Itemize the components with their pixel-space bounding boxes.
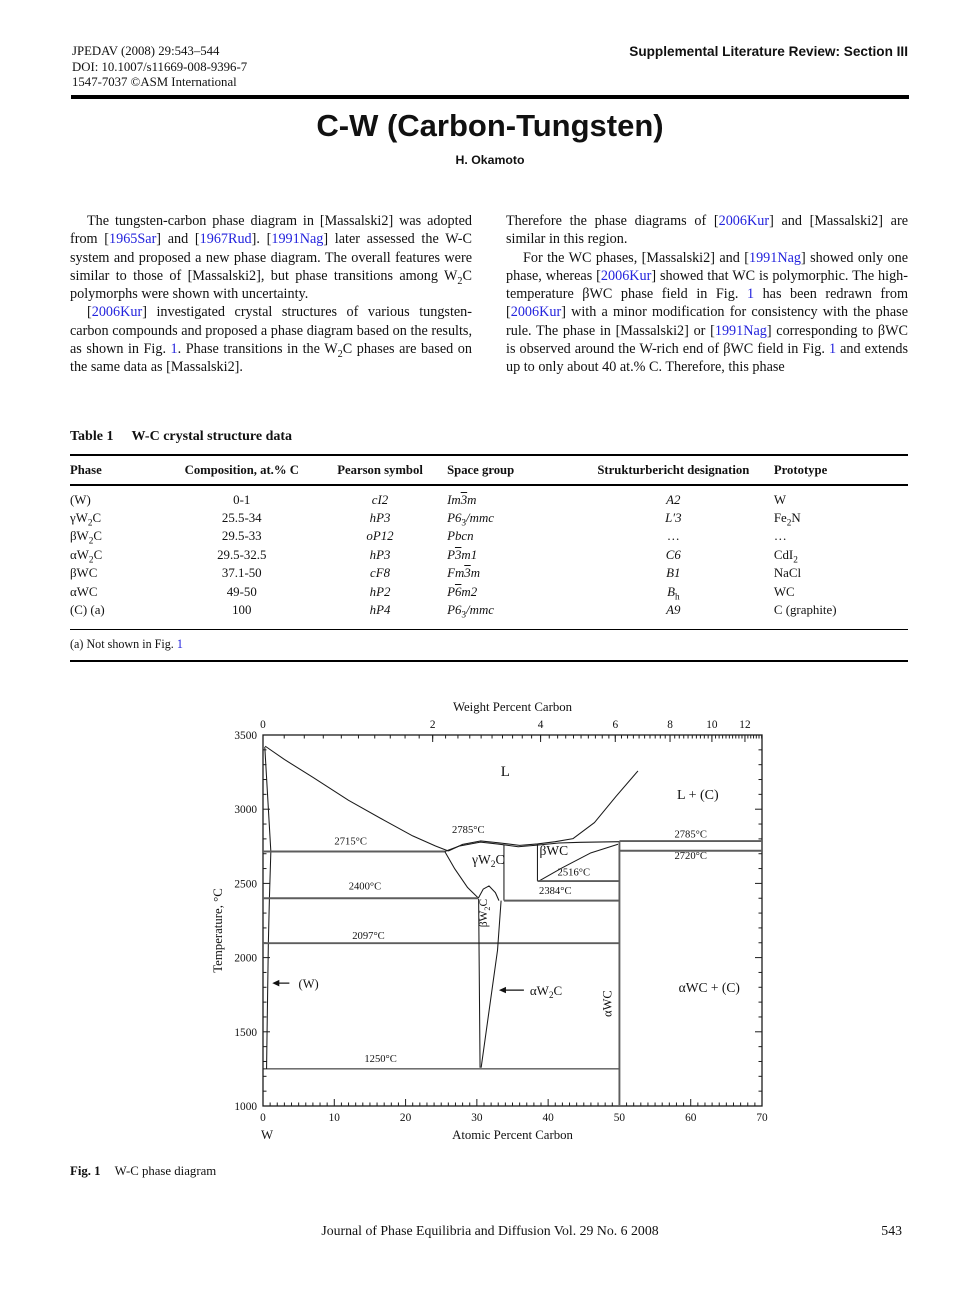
table-1 [70, 429, 908, 662]
table-cell: 25.5-34 [221, 510, 262, 525]
table-cell: 0-1 [233, 492, 251, 507]
svg-text:50: 50 [613, 1112, 626, 1124]
table-footnote: (a) Not shown in Fig. 1 [70, 637, 183, 652]
svg-text:6: 6 [612, 719, 619, 731]
svg-text:2000: 2000 [234, 952, 257, 965]
table-cell: L′3 [665, 510, 682, 525]
table-header-row [70, 456, 908, 484]
table-cell: αWC [70, 584, 98, 599]
table-row [70, 566, 908, 584]
column-header: Space group [447, 463, 515, 478]
citation-link[interactable]: 2006Kur [510, 304, 562, 321]
table-cell: P3m1 [447, 547, 478, 562]
table-cell: Im3m [447, 492, 477, 507]
table-cell: cF8 [370, 566, 391, 581]
citation-link[interactable]: 1965Sar [109, 231, 157, 248]
issn-copyright: 1547-7037 ©ASM International [72, 75, 237, 90]
article-title: C-W (Carbon-Tungsten) [316, 108, 664, 143]
section-heading: Supplemental Literature Review: Section III [629, 44, 908, 59]
table-cell: 29.5-33 [221, 529, 262, 544]
isotherm-label: 1250°C [364, 1053, 397, 1065]
body-column-right [506, 212, 908, 377]
citation-link[interactable]: 1991Nag [271, 231, 324, 248]
table-cell: W [773, 492, 787, 507]
figure-label: Fig. 1 [70, 1164, 101, 1178]
svg-text:0: 0 [260, 1112, 266, 1124]
isotherm-label: 2384°C [539, 886, 572, 898]
table-cell: C (graphite) [773, 602, 837, 617]
isotherm-label: 2785°C [452, 824, 485, 836]
svg-text:2: 2 [429, 719, 436, 731]
table-cell: A9 [666, 602, 681, 617]
page-number: 543 [881, 1223, 902, 1238]
region-label: L [500, 763, 510, 780]
isotherm-label: 2720°C [674, 851, 707, 863]
table-cell: cI2 [371, 492, 389, 507]
svg-text:8: 8 [667, 719, 673, 731]
table-cell: βWC [70, 566, 98, 581]
column-header: Strukturbericht designation [597, 463, 750, 478]
citation-link[interactable]: 2006Kur [91, 304, 143, 321]
column-header: Prototype [773, 463, 828, 478]
boundary-W-solvus [265, 747, 271, 1069]
svg-text:20: 20 [399, 1112, 412, 1124]
svg-text:3500: 3500 [234, 730, 257, 742]
table-cell: hP3 [369, 510, 391, 525]
svg-text:60: 60 [685, 1112, 697, 1124]
citation-link[interactable]: 1 [176, 637, 183, 652]
table-cell: (C) (a) [70, 602, 105, 617]
table-row [70, 585, 908, 603]
svg-text:2500: 2500 [234, 878, 257, 891]
region-label: L + (C) [677, 787, 719, 803]
table-row [70, 493, 908, 511]
svg-text:0: 0 [260, 719, 266, 731]
table-caption: W-C crystal structure data [131, 429, 293, 444]
region-label: (W) [298, 977, 319, 992]
journal-ref: JPEDAV (2008) 29:543–544 [72, 44, 220, 58]
svg-text:Weight Percent Carbon: Weight Percent Carbon [452, 700, 573, 714]
citation-link[interactable]: 1991Nag [714, 322, 767, 339]
citation-link[interactable]: 1 [746, 286, 755, 303]
table-cell: $\gamma W_2C$ [70, 510, 102, 529]
table-cell: Fm3m [447, 566, 481, 581]
article-author: H. Okamoto [455, 153, 525, 167]
table-cell: WC [773, 584, 795, 599]
citation-link[interactable]: 1 [828, 341, 837, 358]
figure-caption-text: W-C phase diagram [114, 1164, 217, 1178]
journal-citation-block [72, 44, 247, 91]
svg-text:40: 40 [542, 1112, 554, 1124]
region-label: αWC + (C) [678, 980, 740, 996]
phase-diagram-figure [185, 688, 785, 1150]
table-cell: A2 [666, 492, 681, 507]
svg-text:10: 10 [706, 719, 718, 731]
table-cell: … [666, 529, 680, 544]
table-cell: (W) [70, 492, 91, 507]
table-cell: NaCl [773, 566, 802, 581]
column-header: Phase [70, 463, 102, 478]
isotherm-label: 2516°C [557, 867, 591, 879]
table-cell: … [773, 529, 787, 544]
arrow-head [272, 980, 279, 986]
table-label: Table 1 [70, 429, 114, 444]
doi: DOI: 10.1007/s11669-008-9396-7 [72, 59, 248, 74]
table-cell: oP12 [366, 529, 394, 544]
isotherm-label: 2097°C [352, 931, 385, 943]
table-cell: 29.5-32.5 [217, 547, 267, 562]
table-cell: C6 [665, 547, 681, 562]
table-cell: $\alpha W_2C$ [70, 547, 103, 566]
boundary-liquidus-center [448, 771, 638, 851]
table-bottom-rule [70, 660, 908, 661]
table-cell: hP3 [369, 547, 391, 562]
citation-link[interactable]: 1 [170, 341, 178, 358]
svg-text:4: 4 [537, 719, 544, 731]
table-row [70, 529, 908, 547]
svg-text:Temperature, °C: Temperature, °C [211, 888, 225, 973]
region-label: βWC [539, 842, 569, 858]
boundary-betaW2C-dome [478, 886, 499, 901]
paragraph: Therefore the phase diagrams of [2006Kur] and [Massalski2] are similar in this region. [506, 213, 908, 248]
table-cell: hP4 [369, 602, 391, 617]
svg-text:3000: 3000 [234, 804, 257, 817]
table-cell: $Fe_2N$ [773, 510, 801, 529]
svg-text:W: W [260, 1128, 274, 1142]
column-header: Composition, at.% C [184, 463, 299, 478]
boundary-liquidus-W [265, 746, 448, 851]
citation-link[interactable]: 1991Nag [748, 249, 801, 266]
table-title [70, 429, 908, 445]
table-cell: hP2 [369, 584, 391, 599]
svg-text:30: 30 [471, 1112, 483, 1124]
svg-text:1000: 1000 [234, 1101, 257, 1113]
citation-link[interactable]: 2006Kur [600, 267, 652, 284]
region-label: $\gamma W_2C$ [472, 852, 505, 871]
svg-text:Atomic Percent Carbon: Atomic Percent Carbon [452, 1128, 573, 1142]
header-rule [71, 95, 909, 99]
svg-text:10: 10 [328, 1112, 340, 1124]
svg-text:1500: 1500 [234, 1026, 257, 1039]
citation-link[interactable]: 1967Rud [199, 231, 252, 248]
figure-caption [70, 1164, 216, 1179]
page-footer [70, 1223, 910, 1239]
table-cell: CdI$_2$ [773, 547, 798, 566]
svg-text:70: 70 [756, 1112, 768, 1124]
table-cell: 49-50 [226, 584, 257, 599]
table-cell: Pbcn [447, 529, 474, 544]
arrow-head [499, 987, 506, 993]
region-label: αWC [600, 990, 615, 1017]
citation-link[interactable]: 2006Kur [718, 213, 770, 229]
page-header [72, 44, 908, 91]
table-cell: $P6_3$/mmc [447, 510, 494, 529]
table-cell: $B_h$ [667, 584, 680, 603]
footer-journal-line: Journal of Phase Equilibria and Diffusion Vol. 29 No. 6 2008 [321, 1223, 659, 1238]
table-row [70, 603, 908, 621]
paragraph: [2006Kur] investigated crystal structures of various tungsten-carbon compounds and proposed a phase diagram based on the results, as shown in Fig. 1. Phase transitions in the $W_2C$ phases are based on the same data as [Massalski2]. [70, 304, 472, 376]
table-row [70, 548, 908, 566]
table-cell: $\beta W_2C$ [70, 529, 102, 547]
region-label: $\beta W_2C$ [477, 898, 492, 928]
region-label: $\alpha W_2C$ [529, 982, 563, 1000]
isotherm-label: 2400°C [348, 881, 382, 893]
table-cell: P6m2 [447, 584, 478, 599]
paragraph: For the WC phases, [Massalski2] and [1991Nag] showed only one phase, whereas [2006Kur] showed that WC is polymorphic. The high-temperature βWC phase field in Fig. 1 has been redrawn from [2006Kur] with a minor modification for consistency with the phase rule. The phase in [Massalski2] or [1991Nag] corresponding to βWC is observed around the W-rich end of βWC field in Fig. 1 and extends up to only about 40 at.% C. Therefore, this phase [506, 249, 909, 376]
table-row [70, 511, 908, 529]
table-cell: $P6_3$/mmc [447, 602, 494, 621]
svg-text:12: 12 [739, 719, 751, 731]
table-cell: B1 [666, 566, 681, 581]
column-header: Pearson symbol [337, 463, 423, 478]
table-cell: 100 [232, 602, 252, 617]
isotherm-label: 2715°C [334, 836, 367, 848]
paragraph: The tungsten-carbon phase diagram in [Massalski2] was adopted from [1965Sar] and [1967Rud]. [1991Nag] later assessed the W-C system and proposed a new phase diagram. The overall features were similar to those of [Massalski2], but phase transitions among $W_2C$ polymorphs were shown with uncertainty. [70, 213, 472, 303]
table-cell: 37.1-50 [221, 566, 262, 581]
table-body [70, 486, 908, 622]
isotherm-label: 2785°C [674, 829, 707, 841]
body-column-left [70, 212, 472, 377]
